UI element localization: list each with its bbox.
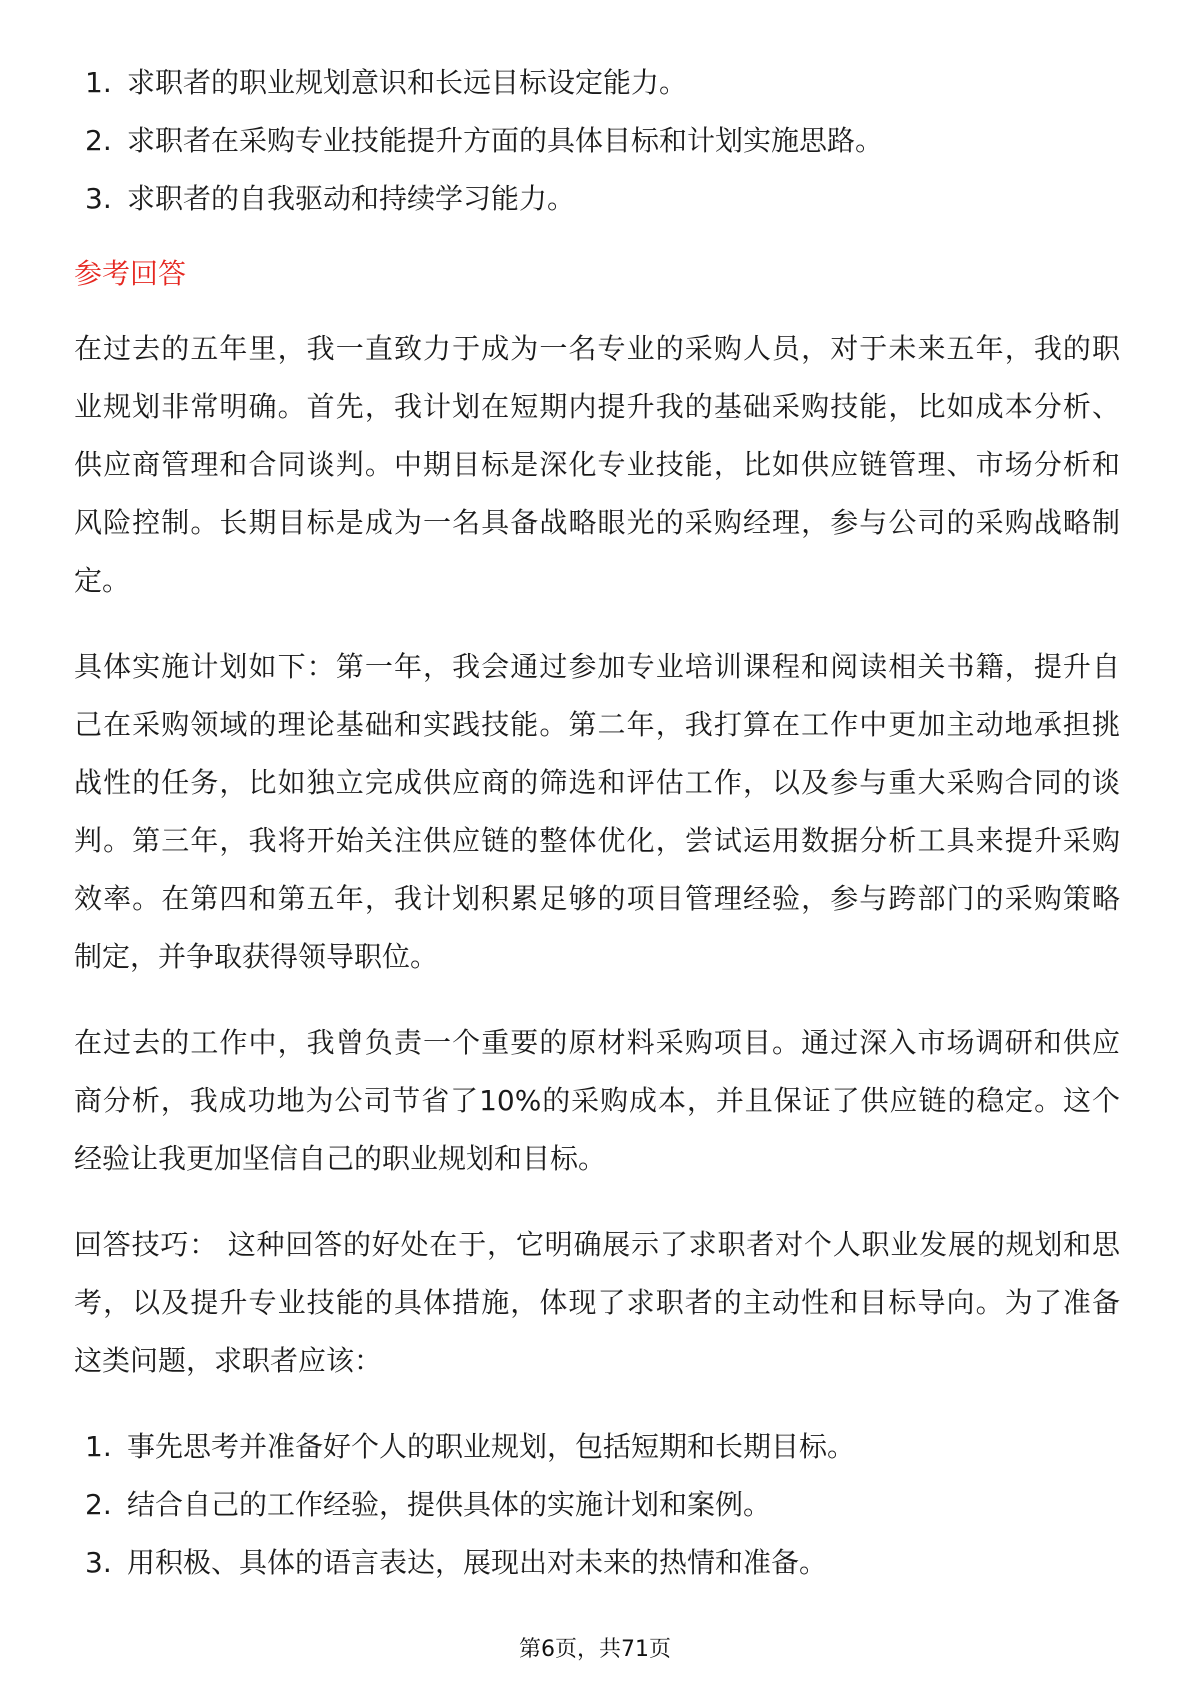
list-item-text: 结合自己的工作经验，提供具体的实施计划和案例。 [127,1488,772,1521]
list-item [74,1418,1120,1476]
paragraph-line: 具体实施计划如下：第一年，我会通过参加专业培训课程和阅读相关书籍，提升自 [74,650,1120,683]
paragraph-line: 战性的任务，比如独立完成供应商的筛选和评估工作，以及参与重大采购合同的谈 [74,766,1120,799]
list-item [74,170,1120,228]
list-item-number: 3. [85,182,112,215]
paragraph-line: 判。第三年，我将开始关注供应链的整体优化，尝试运用数据分析工具来提升采购 [74,824,1120,857]
page-content [74,54,1120,1592]
paragraph-line: 经验让我更加坚信自己的职业规划和目标。 [74,1142,607,1175]
list-item [74,54,1120,112]
paragraph-line: 这类问题，求职者应该： [74,1344,383,1377]
paragraph-line: 考，以及提升专业技能的具体措施，体现了求职者的主动性和目标导向。为了准备 [74,1286,1120,1319]
tips-paragraph [74,1216,1120,1390]
answer-paragraph [74,320,1120,610]
page-number-footer: 第6页，共71页 [519,1637,671,1662]
list-item-text: 事先思考并准备好个人的职业规划，包括短期和长期目标。 [127,1430,856,1463]
list-item-text: 用积极、具体的语言表达，展现出对未来的热情和准备。 [127,1546,828,1579]
paragraph-line: 回答技巧： 这种回答的好处在于，它明确展示了求职者对个人职业发展的规划和思 [74,1228,1120,1261]
answer-paragraph [74,638,1120,986]
evaluation-points-list [74,54,1120,228]
paragraph-line: 业规划非常明确。首先，我计划在短期内提升我的基础采购技能，比如成本分析、 [74,390,1120,423]
paragraph-line: 效率。在第四和第五年，我计划积累足够的项目管理经验，参与跨部门的采购策略 [74,882,1120,915]
paragraph-line: 在过去的五年里，我一直致力于成为一名专业的采购人员，对于未来五年，我的职 [74,332,1120,365]
list-item-number: 1. [85,1430,112,1463]
list-item [74,112,1120,170]
list-item-number: 2. [85,1488,112,1521]
paragraph-line: 制定，并争取获得领导职位。 [74,940,439,973]
paragraph-line: 定。 [74,564,131,597]
answer-heading: 参考回答 [74,257,187,290]
paragraph-line: 己在采购领域的理论基础和实践技能。第二年，我打算在工作中更加主动地承担挑 [74,708,1120,741]
list-item-number: 1. [85,66,112,99]
list-item [74,1476,1120,1534]
paragraph-line: 商分析，我成功地为公司节省了10%的采购成本，并且保证了供应链的稳定。这个 [74,1084,1120,1117]
paragraph-line: 风险控制。长期目标是成为一名具备战略眼光的采购经理，参与公司的采购战略制 [74,506,1120,539]
list-item-text: 求职者在采购专业技能提升方面的具体目标和计划实施思路。 [127,124,884,157]
paragraph-line: 供应商管理和合同谈判。中期目标是深化专业技能，比如供应链管理、市场分析和 [74,448,1120,481]
list-item-text: 求职者的自我驱动和持续学习能力。 [127,182,576,215]
list-item-number: 2. [85,124,112,157]
tips-list [74,1418,1120,1592]
list-item [74,1534,1120,1592]
list-item-text: 求职者的职业规划意识和长远目标设定能力。 [127,66,688,99]
paragraph-line: 在过去的工作中，我曾负责一个重要的原材料采购项目。通过深入市场调研和供应 [74,1026,1120,1059]
answer-paragraph [74,1014,1120,1188]
list-item-number: 3. [85,1546,112,1579]
